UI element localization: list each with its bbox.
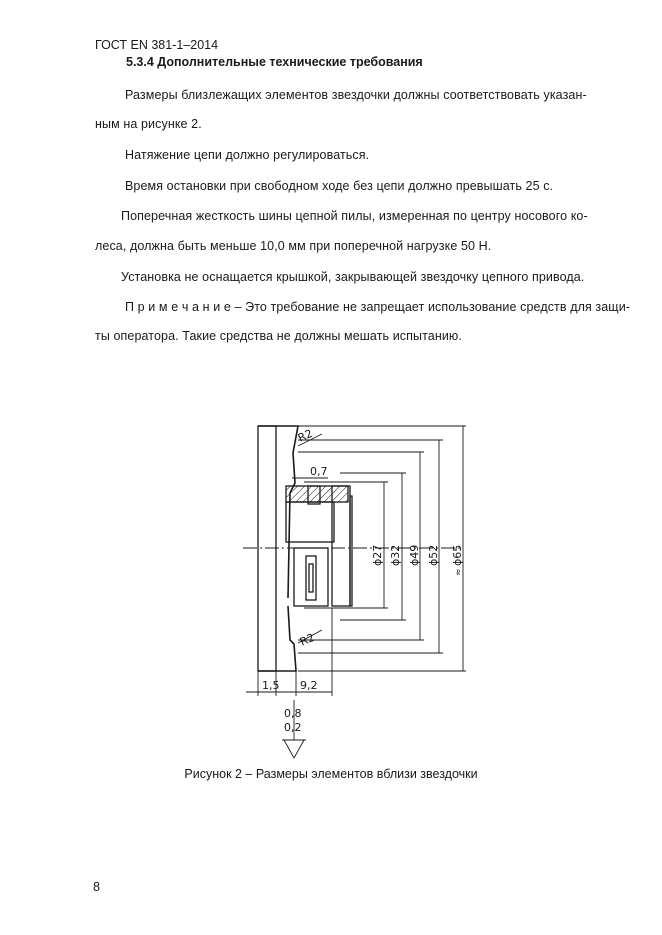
paragraph-4-line-2: леса, должна быть меньше 10,0 мм при поперечной нагрузке 50 Н.	[95, 239, 492, 253]
paragraph-5: Установка не оснащается крышкой, закрывающей звездочку цепного привода.	[121, 270, 585, 284]
dim-d52: ϕ52	[427, 544, 440, 566]
page-number: 8	[93, 880, 100, 894]
chain-link-pin	[309, 564, 313, 592]
profile-outline-bottom	[258, 606, 296, 671]
document-header: ГОСТ EN 381-1–2014	[95, 38, 219, 52]
note-label: П р и м е ч а н и е	[125, 300, 231, 314]
sprocket-hub	[286, 502, 334, 542]
profile-outline	[258, 426, 298, 598]
bar-edge	[350, 496, 352, 606]
surface-symbol	[282, 740, 306, 758]
dim-w2: 9,2	[300, 679, 318, 692]
chain-link-slot	[306, 556, 316, 600]
paragraph-2: Натяжение цепи должно регулироваться.	[125, 148, 370, 162]
dim-d49: ϕ49	[408, 544, 421, 566]
note-text: – Это требование не запрещает использование средств для защи-	[230, 300, 631, 314]
paragraph-4-line-1: Поперечная жесткость шины цепной пилы, измеренная по центру носового ко-	[121, 209, 588, 223]
dim-radius-bottom: R2	[297, 630, 317, 649]
dim-d65: ϕ65	[451, 544, 464, 566]
dim-d65-prefix: ≈	[454, 568, 464, 576]
paragraph-1-line-2: ным на рисунке 2.	[95, 117, 202, 131]
tolerance-upper: 0,8	[284, 707, 302, 720]
paragraph-1-line-1: Размеры близлежащих элементов звездочки должны соответствовать указан-	[125, 88, 587, 102]
bar-section	[332, 486, 350, 606]
sprocket-drawing	[238, 418, 478, 768]
dim-gap: 0,7	[310, 465, 328, 478]
sprocket-upper-block	[286, 486, 348, 502]
note-line-2: ты оператора. Такие средства не должны мешать испытанию.	[95, 329, 462, 343]
dim-d27: ϕ27	[371, 544, 384, 566]
figure-caption: Рисунок 2 – Размеры элементов вблизи звездочки	[184, 767, 478, 781]
dim-w1: 1,5	[262, 679, 280, 692]
section-title: 5.3.4 Дополнительные технические требования	[126, 55, 423, 69]
paragraph-3: Время остановки при свободном ходе без цепи должно превышать 25 с.	[125, 179, 554, 193]
tolerance-lower: 0,2	[284, 721, 302, 734]
dim-d32: ϕ32	[389, 544, 402, 566]
chain-lower	[294, 548, 328, 606]
note-line-1	[125, 300, 630, 314]
cover-plate	[258, 426, 276, 671]
dim-radius-top: R2	[295, 426, 315, 445]
